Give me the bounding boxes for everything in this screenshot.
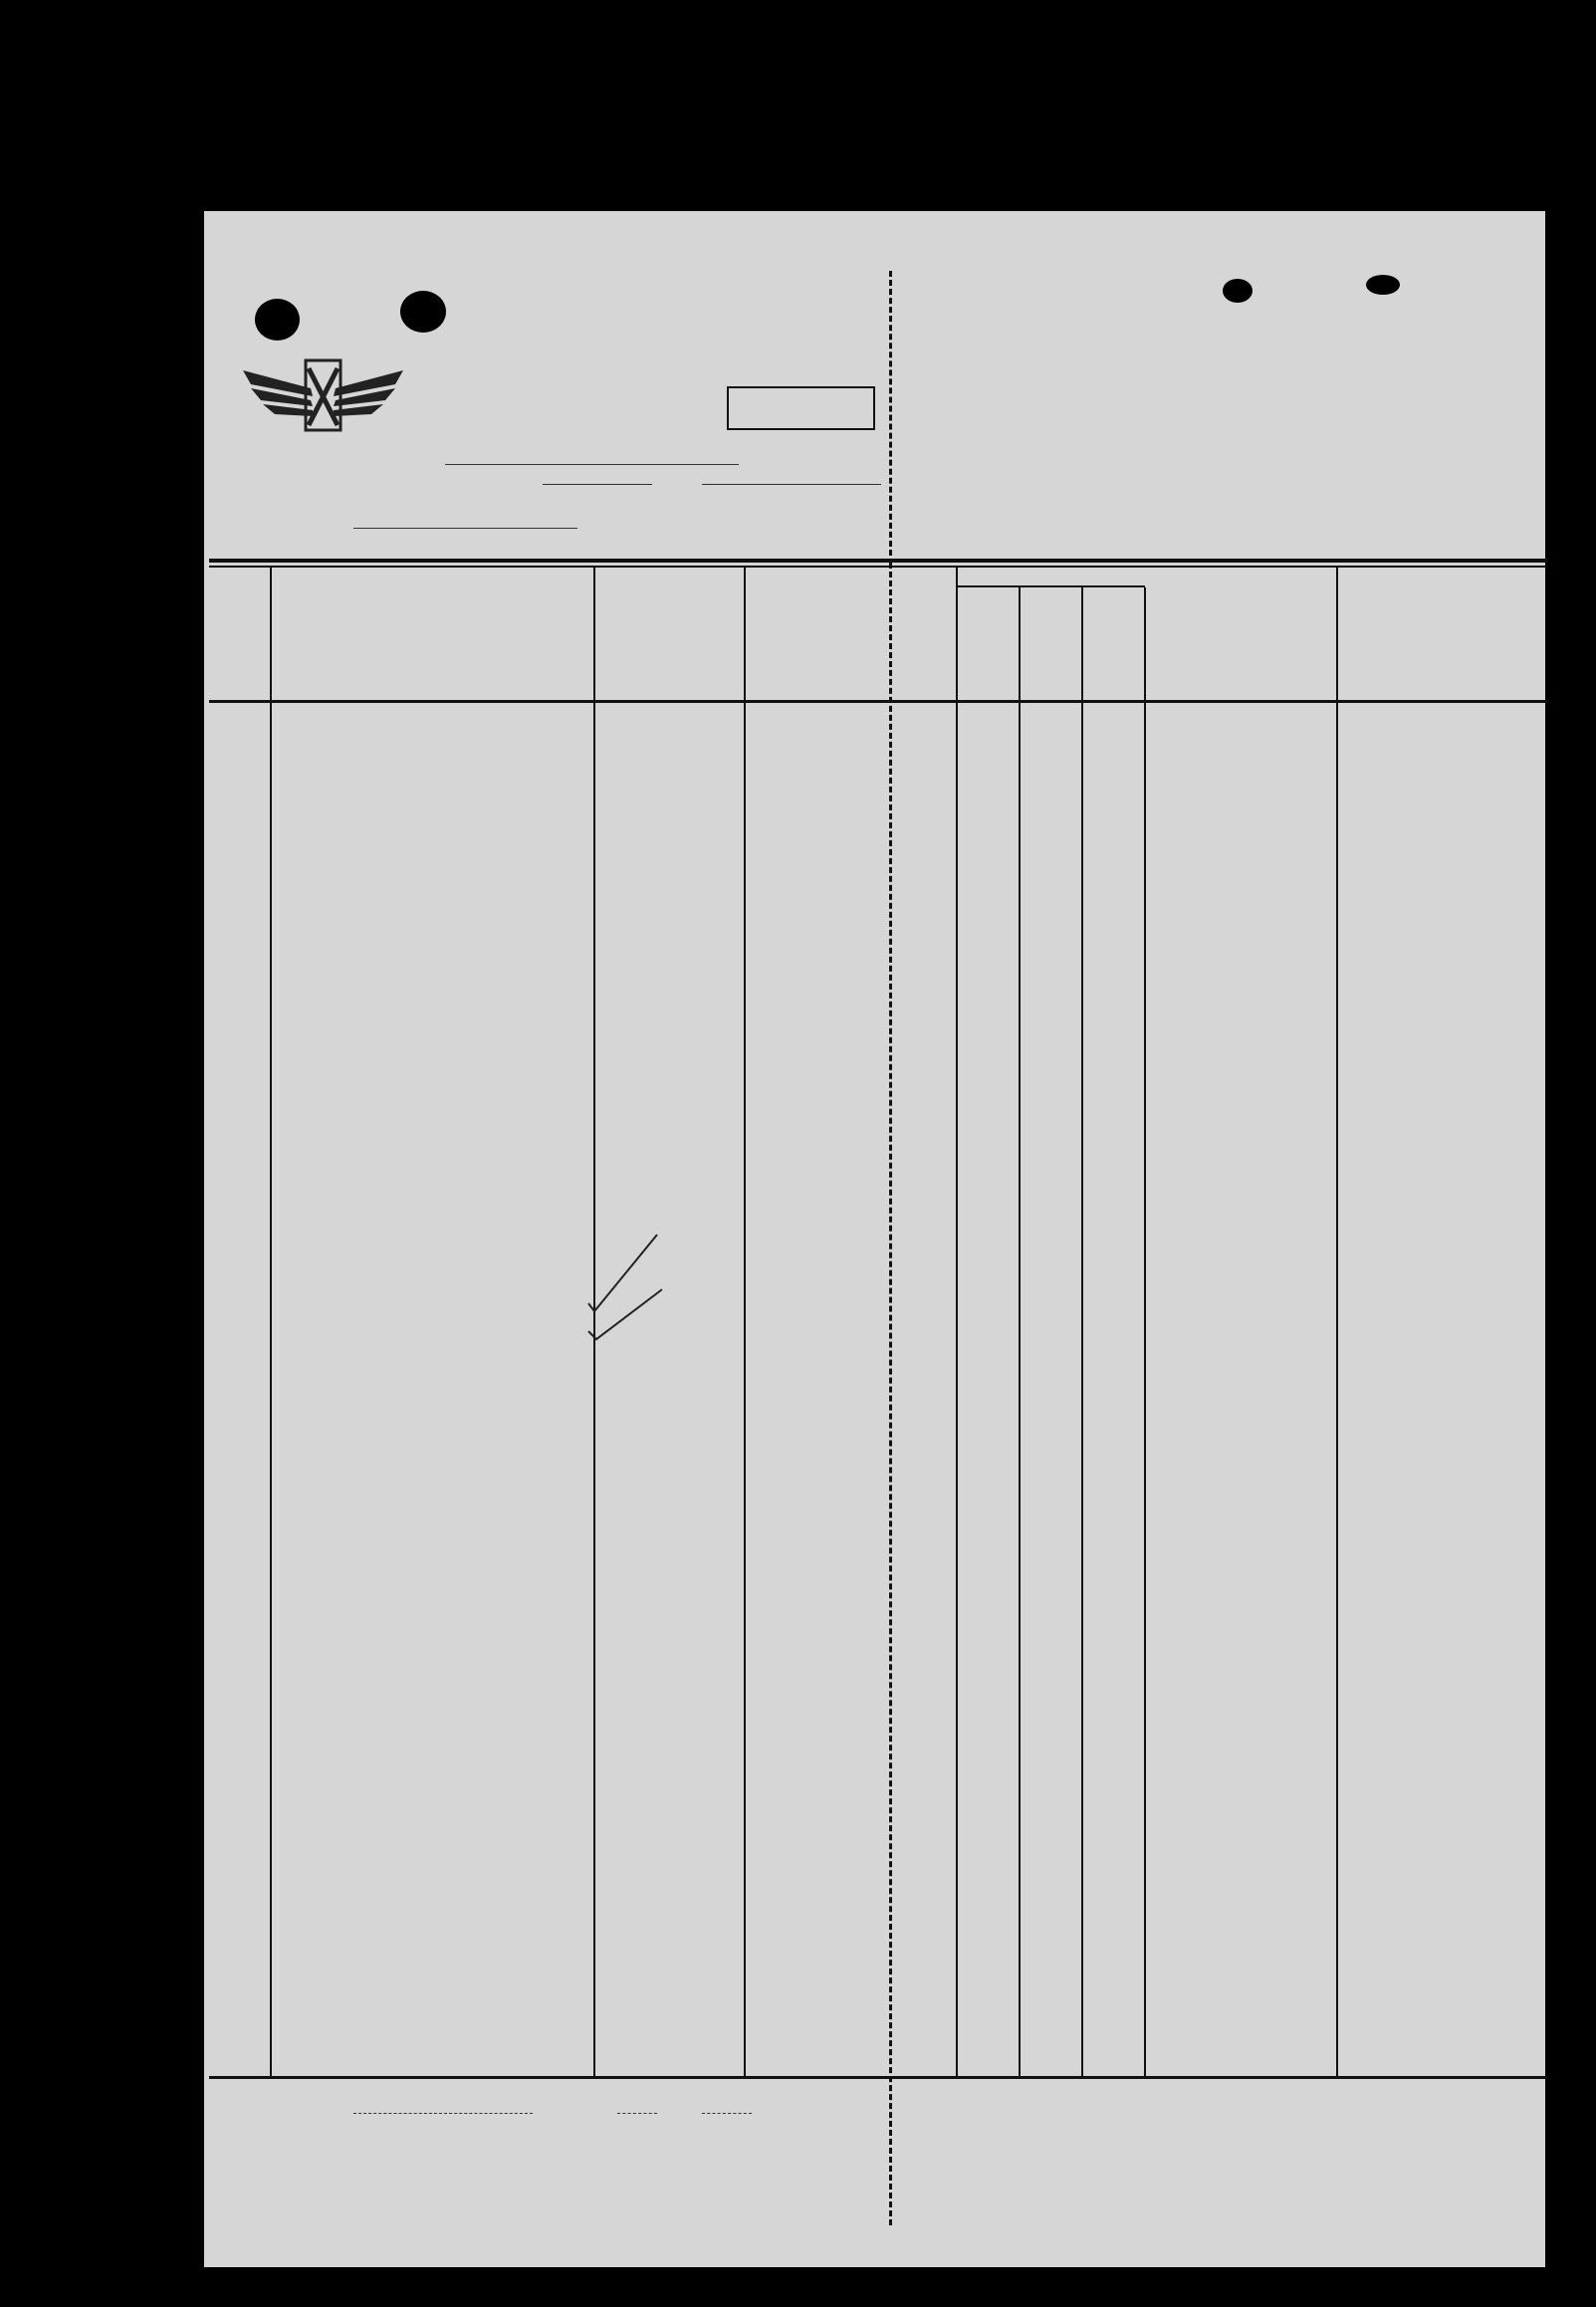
punch-hole — [255, 299, 300, 341]
perforation-line — [889, 563, 895, 2225]
instructions — [911, 342, 1508, 349]
col-official — [747, 611, 886, 615]
col-divider — [956, 568, 958, 2076]
punch-hole — [1366, 275, 1400, 295]
col-wt-unchecked — [1088, 595, 1121, 693]
icao-box — [727, 386, 875, 430]
col-num-checked — [964, 595, 997, 693]
manifest-sheet — [204, 211, 1545, 2267]
col-divider — [270, 568, 272, 2076]
punch-hole — [1223, 279, 1253, 303]
sabena-logo-icon — [241, 341, 405, 435]
punch-hole — [400, 291, 446, 333]
col-wt-checked — [1026, 595, 1058, 693]
col-divider — [1336, 568, 1338, 2076]
col-divider — [1019, 587, 1021, 2076]
perforation-line — [889, 271, 895, 565]
col-divider — [1144, 587, 1146, 2076]
col-divider — [1081, 587, 1083, 2076]
check-mark-icon — [582, 1230, 672, 1344]
col-divider — [744, 568, 746, 2076]
